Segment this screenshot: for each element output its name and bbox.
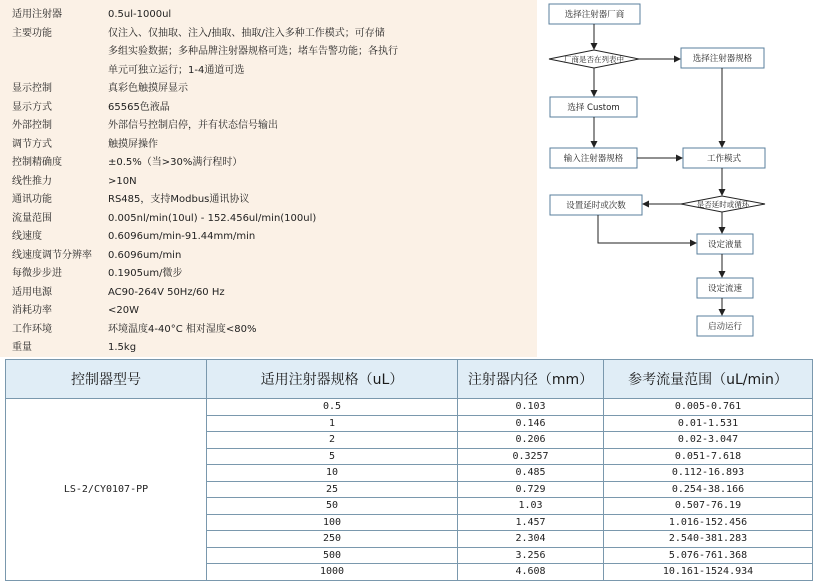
flow-range-cell: 0.507-76.19 xyxy=(604,498,813,515)
spec-value xyxy=(108,321,528,340)
spec-label: 适用电源 xyxy=(12,286,52,298)
spec-label: 线速度调节分辨率 xyxy=(12,249,92,261)
header-syringe-spec: 适用注射器规格（uL） xyxy=(207,360,458,399)
spec-value-line: <20W xyxy=(108,305,139,316)
spec-label: 重量 xyxy=(12,342,32,353)
spec-value xyxy=(108,191,528,210)
inner-diameter-cell: 0.3257 xyxy=(458,448,604,465)
inner-diameter-cell: 3.256 xyxy=(458,547,604,564)
spec-value-line: 外部信号控制启停，并有状态信号输出 xyxy=(108,120,278,131)
spec-value-line: ±0.5%（当>30%满行程时） xyxy=(108,157,243,168)
flow-input-spec: 输入注射器规格 xyxy=(563,154,624,164)
flow-range-cell: 5.076-761.368 xyxy=(604,547,813,564)
spec-label: 外部控制 xyxy=(12,120,52,131)
spec-value xyxy=(108,302,528,321)
flow-range-cell: 0.254-38.166 xyxy=(604,481,813,498)
flow-select-vendor: 选择注射器厂商 xyxy=(564,10,625,20)
spec-value xyxy=(108,117,528,136)
flow-set-volume: 设定液量 xyxy=(707,240,742,250)
flow-set-flow: 设定流速 xyxy=(707,284,742,294)
spec-value xyxy=(108,173,528,192)
spec-value xyxy=(108,99,528,118)
inner-diameter-cell: 0.103 xyxy=(458,399,604,416)
spec-value-line: 0.5ul-1000ul xyxy=(108,9,172,20)
spec-label: 控制精确度 xyxy=(12,157,62,168)
flow-range-cell: 0.112-16.893 xyxy=(604,465,813,482)
spec-label: 显示方式 xyxy=(12,101,52,113)
flow-range-cell: 2.540-381.283 xyxy=(604,531,813,548)
syringe-spec-cell: 5 xyxy=(207,448,458,465)
flow-range-cell: 0.01-1.531 xyxy=(604,415,813,432)
spec-value-line: AC90-264V 50Hz/60 Hz xyxy=(108,286,225,298)
spec-label: 调节方式 xyxy=(12,138,52,150)
spec-value-line: 仅注入、仅抽取、注入/抽取、抽取/注入多种工作模式；可存储 xyxy=(108,27,385,39)
inner-diameter-cell: 1.457 xyxy=(458,514,604,531)
header-model: 控制器型号 xyxy=(6,360,207,399)
flow-range-cell: 0.005-0.761 xyxy=(604,399,813,416)
spec-label: 工作环境 xyxy=(12,323,52,335)
spec-value xyxy=(108,228,528,247)
spec-list xyxy=(0,0,537,357)
header-inner-diameter: 注射器内径（mm） xyxy=(458,360,604,399)
spec-value xyxy=(108,247,528,266)
inner-diameter-cell: 0.146 xyxy=(458,415,604,432)
spec-value xyxy=(108,80,528,99)
spec-value xyxy=(108,265,528,284)
flow-set-delay: 设置延时或次数 xyxy=(566,201,626,211)
flow-select-custom: 选择 Custom xyxy=(567,103,620,113)
flow-start: 启动运行 xyxy=(707,322,742,332)
spec-value xyxy=(108,25,528,81)
spec-value xyxy=(108,284,528,303)
spec-value-line: 0.1905um/微步 xyxy=(108,268,183,279)
spec-value-line: 单元可独立运行；1-4通道可选 xyxy=(108,64,245,76)
syringe-spec-cell: 250 xyxy=(207,531,458,548)
spec-value-line: 环境温度4-40°C 相对湿度<80% xyxy=(108,323,257,335)
flow-work-mode: 工作模式 xyxy=(706,154,741,164)
inner-diameter-cell: 1.03 xyxy=(458,498,604,515)
flow-range-cell: 0.02-3.047 xyxy=(604,432,813,449)
inner-diameter-cell: 0.485 xyxy=(458,465,604,482)
syringe-spec-cell: 1000 xyxy=(207,564,458,581)
inner-diameter-cell: 0.729 xyxy=(458,481,604,498)
flow-delay-check: 是否延时或循环 xyxy=(696,199,750,209)
syringe-spec-cell: 100 xyxy=(207,514,458,531)
spec-value-line: 真彩色触摸屏显示 xyxy=(108,83,188,94)
syringe-spec-cell: 10 xyxy=(207,465,458,482)
spec-label: 线性推力 xyxy=(12,175,52,187)
spec-value-line: 1.5kg xyxy=(108,342,137,353)
setup-flowchart xyxy=(540,0,815,357)
spec-label: 主要功能 xyxy=(12,27,52,39)
spec-label: 每微步步进 xyxy=(12,268,62,279)
header-flow-range: 参考流量范围（uL/min） xyxy=(604,360,813,399)
model-cell: LS-2/CY0107-PP xyxy=(6,399,207,581)
table-body xyxy=(6,399,813,581)
spec-label: 消耗功率 xyxy=(12,305,52,316)
syringe-spec-cell: 500 xyxy=(207,547,458,564)
syringe-spec-cell: 2 xyxy=(207,432,458,449)
spec-value xyxy=(108,210,528,229)
inner-diameter-cell: 4.608 xyxy=(458,564,604,581)
syringe-spec-table xyxy=(5,359,813,581)
flow-range-cell: 1.016-152.456 xyxy=(604,514,813,531)
inner-diameter-cell: 2.304 xyxy=(458,531,604,548)
flow-range-cell: 0.051-7.618 xyxy=(604,448,813,465)
flow-select-spec: 选择注射器规格 xyxy=(692,54,753,64)
syringe-spec-cell: 0.5 xyxy=(207,399,458,416)
flow-in-list-check: 厂商是否在列表中 xyxy=(564,54,624,64)
spec-value-line: 触摸屏操作 xyxy=(108,138,158,150)
spec-value-line: >10N xyxy=(108,175,137,187)
inner-diameter-cell: 0.206 xyxy=(458,432,604,449)
spec-value xyxy=(108,154,528,173)
table-row xyxy=(6,399,813,416)
spec-label: 流量范围 xyxy=(12,212,52,224)
spec-value xyxy=(108,136,528,155)
spec-value xyxy=(108,6,528,25)
table-header-row xyxy=(6,360,813,399)
spec-value-line: 0.6096um/min-91.44mm/min xyxy=(108,231,256,242)
syringe-spec-cell: 50 xyxy=(207,498,458,515)
spec-value-line: 多组实验数据；多种品牌注射器规格可选；堵车告警功能；各执行 xyxy=(108,46,398,57)
spec-label: 通讯功能 xyxy=(12,194,52,205)
spec-label: 显示控制 xyxy=(12,83,52,94)
spec-value-line: RS485，支持Modbus通讯协议 xyxy=(108,194,250,205)
syringe-spec-cell: 1 xyxy=(207,415,458,432)
spec-value-line: 0.6096um/min xyxy=(108,249,182,261)
syringe-spec-cell: 25 xyxy=(207,481,458,498)
spec-value-line: 65565色液晶 xyxy=(108,101,170,113)
spec-label: 适用注射器 xyxy=(12,9,62,20)
flow-range-cell: 10.161-1524.934 xyxy=(604,564,813,581)
spec-label: 线速度 xyxy=(12,231,42,242)
spec-value-line: 0.005nl/min(10ul) - 152.456ul/min(100ul) xyxy=(108,212,317,224)
spec-value xyxy=(108,339,528,358)
